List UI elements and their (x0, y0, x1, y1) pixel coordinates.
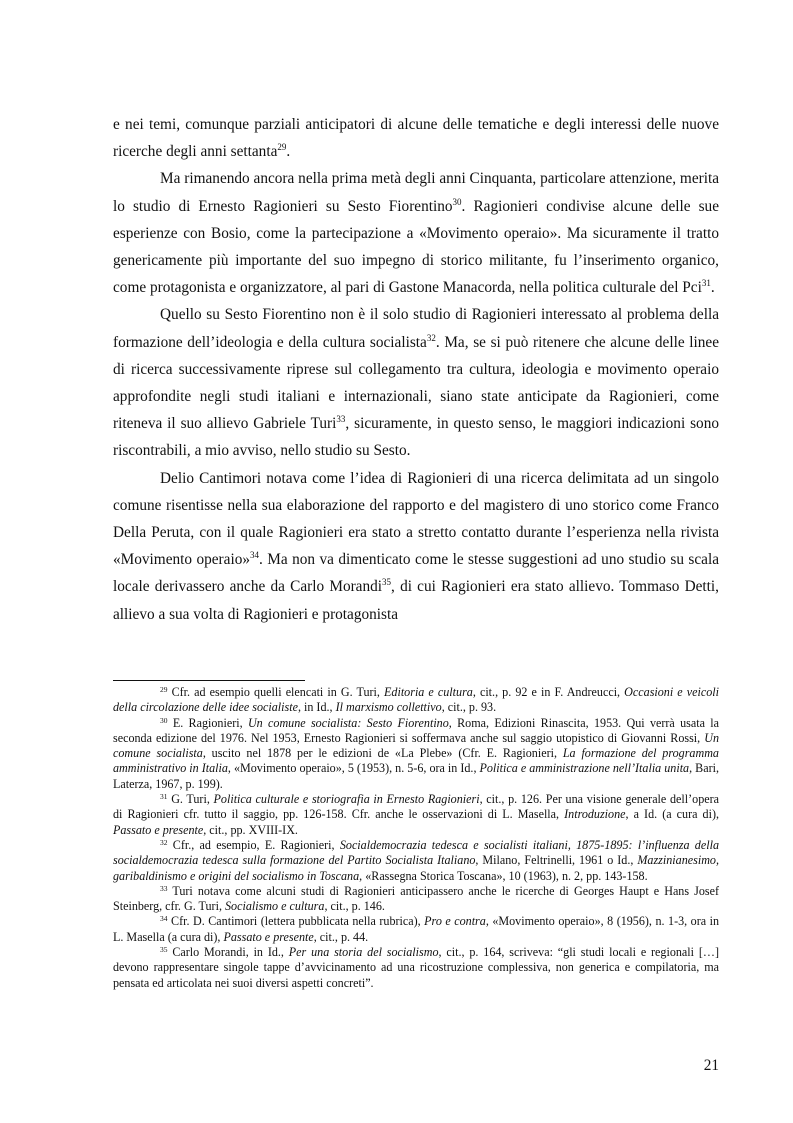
text-run: , cit., p. 126. Per una visione generale dell’opera di Ragionieri cfr. tutto il saggio, pp. 126-158. Cfr. anche le osservazioni di L. Masella, (113, 792, 719, 822)
text-run: . Ma, se si può ritenere che alcune delle linee di ricerca successivamente riprese sul collegamento tra cultura, ideologia e movimento operaio approfondite negli studi italiani e internazionali, siano state anticipate da Ragionieri, come riteneva il suo allievo Gabriele Turi (113, 333, 720, 433)
footnote-ref: 34 (160, 914, 168, 924)
footnote-ref: 35 (160, 945, 168, 955)
text-run: , uscito nel 1878 per le edizioni de «La Plebe» (Cfr. E. Ragionieri, (202, 746, 563, 761)
text-run: Cfr. D. Cantimori (lettera pubblicata nella rubrica), (167, 914, 425, 929)
text-run: . Ma non va dimenticato come le stesse suggestioni ad uno studio su scala locale derivassero anche da Carlo Morandi (113, 551, 719, 596)
paragraph (113, 165, 719, 301)
footnote-ref: 30 (452, 196, 462, 207)
text-run: . (710, 279, 715, 297)
text-run: , sicuramente, in questo senso, le maggiori indicazioni sono riscontrabili, a mio avviso, nello studio su Sesto. (113, 415, 719, 460)
text-run: Cfr. ad esempio quelli elencati in G. Turi, (167, 685, 385, 699)
text-run: , cit., p. 146. (324, 899, 385, 914)
footnote-ref: 31 (160, 792, 168, 802)
footnote-ref: 33 (336, 414, 346, 425)
text-run: , a Id. (a cura di), (625, 807, 719, 822)
footnote-ref: 32 (160, 837, 168, 847)
italic-text: Passato e presente (113, 822, 204, 837)
italic-text: Politica e amministrazione nell’Italia unita (479, 761, 690, 776)
footnote-ref: 34 (250, 550, 259, 561)
footnote (113, 716, 719, 792)
text-run: , di cui Ragionieri era stato allievo. Tommaso Detti, allievo a sua volta di Ragionieri e protagonista (113, 578, 719, 623)
footnote-ref: 32 (426, 332, 436, 343)
italic-text: Passato e presente (223, 929, 314, 944)
italic-text: Un comune socialista (113, 730, 719, 761)
text-run: Ma rimanendo ancora nella prima metà degli anni Cinquanta, particolare attenzione, merita lo studio di Ernesto Ragionieri su Sesto Fiorentino (113, 170, 719, 215)
footnote (113, 914, 719, 945)
text-run: E. Ragionieri, (167, 715, 248, 730)
footnote-ref: 33 (160, 883, 168, 893)
italic-text: Editoria e cultura (384, 685, 473, 699)
footnote (113, 685, 719, 716)
italic-text: Socialismo e cultura (225, 899, 325, 914)
italic-text: La formazione del programma amministrativo in Italia (113, 746, 719, 776)
paragraph (113, 301, 719, 464)
text-run: . (286, 143, 291, 161)
text-run: , «Rassegna Storica Toscana», 10 (1963), n. 2, pp. 143-158. (359, 868, 648, 883)
italic-text: Il marxismo collettivo (335, 700, 442, 715)
italic-text: Socialdemocrazia tedesca e socialisti italiani, 1875-1895: l’influenza della socialdemocrazia tedesca sulla formazione del Partito Socialista Italiano (113, 837, 719, 868)
paragraph (113, 465, 719, 628)
footnote-ref: 29 (160, 685, 168, 694)
italic-text: Politica culturale e storiografia in Ernesto Ragionieri (213, 792, 480, 807)
italic-text: Introduzione (564, 807, 626, 822)
body-text (113, 111, 719, 628)
footnote (113, 792, 719, 838)
footnote-ref: 30 (160, 715, 168, 725)
footnote-ref: 35 (382, 577, 392, 588)
italic-text: Pro e contra (424, 914, 486, 929)
text-run: , «Movimento operaio», 5 (1953), n. 5-6, ora in Id., (227, 761, 480, 776)
footnote-ref: 29 (277, 142, 287, 153)
footnote (113, 884, 719, 915)
text-run: , «Movimento operaio», 8 (1956), n. 1-3, ora in L. Masella (a cura di), (113, 914, 720, 944)
footnote (113, 838, 719, 884)
text-run: , in Id., (297, 700, 336, 715)
text-run: , Milano, Feltrinelli, 1961 o Id., (475, 853, 638, 868)
paragraph (113, 111, 719, 165)
text-run: , cit., p. 92 e in F. Andreucci, (472, 685, 625, 699)
footnotes (113, 685, 719, 991)
italic-text: Mazzinianesimo, garibaldinismo e origini del socialismo in Toscana (113, 853, 719, 883)
text-run: Quello su Sesto Fiorentino non è il solo studio di Ragionieri interessato al problema della formazione dell’ideologia e della cultura socialista (113, 306, 719, 351)
text-run: , cit., p. 44. (313, 929, 369, 944)
text-run: , cit., p. 164, scriveva: “gli studi locali e regionali […] devono rappresentare singole tappe d’avvicinamento ad una ricostruzione complessiva, non generica e compilatoria, ma pensata ed articolata nei suoi diversi aspetti concreti”. (113, 945, 720, 990)
italic-text: Occasioni e veicoli della circolazione delle idee socialiste (113, 685, 719, 715)
text-run: Cfr., ad esempio, E. Ragionieri, (167, 837, 340, 852)
text-run: , Roma, Edizioni Rinascita, 1953. Qui verrà usata la seconda edizione del 1976. Nel 1953, Ernesto Ragionieri si soffermava anche sul saggio utopistico di Giovanni Rossi, (113, 715, 719, 745)
footnote-ref: 31 (701, 278, 711, 289)
text-run: Delio Cantimori notava come l’idea di Ragionieri di una ricerca delimitata ad un singolo comune risentisse nella sua elaborazione del rapporto e del magistero di uno storico come Franco Della Peruta, con il quale Ragionieri era stato a stretto contatto durante l’esperienza nella rivista «Movimento operaio» (113, 469, 719, 569)
text-run: e nei temi, comunque parziali anticipatori di alcune delle tematiche e degli interessi delle nuove ricerche degli anni settanta (113, 116, 719, 161)
text-run: , Bari, Laterza, 1967, p. 199). (113, 761, 720, 791)
footnote (113, 945, 719, 991)
text-run: Turi notava come alcuni studi di Ragionieri anticipassero anche le ricerche di Georges Haupt e Hans Josef Steinberg, cfr. G. Turi, (113, 883, 719, 914)
text-run: Carlo Morandi, in Id., (167, 945, 289, 960)
italic-text: Per una storia del socialismo (288, 945, 439, 960)
footnote-separator (113, 680, 305, 681)
text-run: . Ragionieri condivise alcune delle sue esperienze con Bosio, come la partecipazione a «Movimento operaio». Ma sicuramente il tratto genericamente più importante del suo impegno di storico militante, fu l’inserimento organico, come protagonista e organizzatore, al pari di Gastone Manacorda, nella politica culturale del Pci (113, 197, 719, 297)
text-run: G. Turi, (167, 792, 214, 807)
text-run: , cit., pp. XVIII-IX. (203, 822, 298, 837)
page-number: 21 (703, 1057, 719, 1074)
text-run: , cit., p. 93. (441, 700, 497, 715)
italic-text: Un comune socialista: Sesto Fiorentino (247, 715, 449, 730)
